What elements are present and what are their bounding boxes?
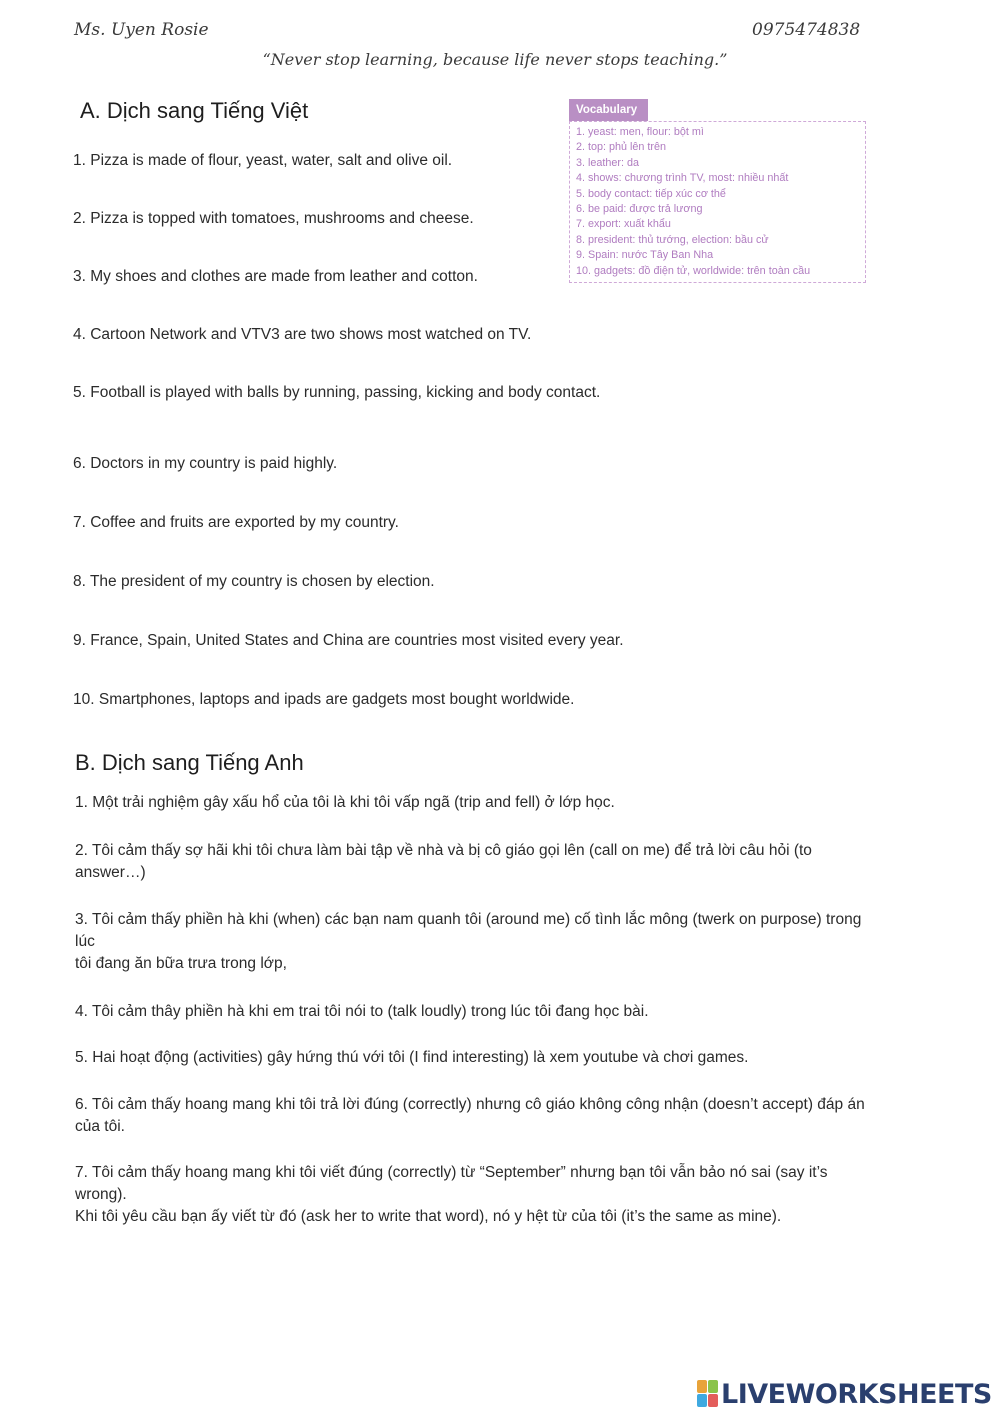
section-a-item: 2. Pizza is topped with tomatoes, mushrooms and cheese.: [73, 210, 474, 227]
vocabulary-item: 10. gadgets: đồ điện tử, worldwide: trên toàn cầu: [576, 264, 811, 277]
vocabulary-item: 6. be paid: được trả lương: [576, 203, 703, 216]
section-b-line: 3. Tôi cảm thấy phiền hà khi (when) các bạn nam quanh tôi (around me) cố tình lắc mông (twerk on purpose) trong: [75, 911, 862, 928]
section-b-line: answer…): [75, 864, 146, 881]
section-a-item: 3. My shoes and clothes are made from leather and cotton.: [73, 268, 478, 285]
section-a-title: A. Dịch sang Tiếng Việt: [80, 98, 309, 123]
section-a-item: 1. Pizza is made of flour, yeast, water, salt and olive oil.: [73, 152, 453, 169]
section-b-line: 1. Một trải nghiệm gây xấu hổ của tôi là khi tôi vấp ngã (trip and fell) ở lớp học.: [75, 794, 615, 811]
vocabulary-item: 5. body contact: tiếp xúc cơ thể: [576, 187, 726, 200]
section-b-line: 5. Hai hoạt động (activities) gây hứng thú với tôi (I find interesting) là xem youtube và chơi games.: [75, 1049, 749, 1066]
section-b-item: [75, 909, 925, 975]
section-b-line: 6. Tôi cảm thấy hoang mang khi tôi trả lời đúng (correctly) nhưng cô giáo không công nhận (doesn’t accept) đáp án: [75, 1096, 865, 1113]
section-b-line: 4. Tôi cảm thây phiền hà khi em trai tôi nói to (talk loudly) trong lúc tôi đang học bài.: [75, 1003, 649, 1020]
section-b-line: của tôi.: [75, 1118, 125, 1135]
section-b-line: Khi tôi yêu cầu bạn ấy viết từ đó (ask her to write that word), nó y hệt từ của tôi (it’s the same as mine).: [75, 1208, 782, 1225]
logo-square-3: [697, 1394, 707, 1407]
section-b-item: [75, 792, 925, 814]
section-b-item: [75, 840, 925, 884]
section-a-item: 6. Doctors in my country is paid highly.: [73, 455, 338, 472]
vocabulary-box: [569, 121, 866, 283]
liveworksheets-logo: [697, 1377, 992, 1411]
section-b-line: tôi đang ăn bữa trưa trong lớp,: [75, 955, 287, 972]
section-a-item: 10. Smartphones, laptops and ipads are gadgets most bought worldwide.: [73, 691, 575, 708]
section-b-item: [75, 1162, 925, 1228]
section-b-title: B. Dịch sang Tiếng Anh: [75, 750, 304, 775]
section-b-line: 7. Tôi cảm thấy hoang mang khi tôi viết đúng (correctly) từ “September” nhưng bạn tôi vẫn bảo nó sai (say it’s: [75, 1164, 828, 1181]
header-teacher-name: Ms. Uyen Rosie: [74, 20, 209, 40]
section-b-item: [75, 1094, 925, 1138]
vocabulary-item: 3. leather: da: [576, 156, 640, 169]
vocabulary-item: 4. shows: chương trình TV, most: nhiều nhất: [576, 172, 789, 185]
logo-square-2: [708, 1380, 718, 1393]
section-b-line: wrong).: [75, 1186, 127, 1203]
section-b-item: [75, 1001, 925, 1023]
section-a-item: 4. Cartoon Network and VTV3 are two shows most watched on TV.: [73, 326, 532, 343]
section-b-line: 2. Tôi cảm thấy sợ hãi khi tôi chưa làm bài tập về nhà và bị cô giáo gọi lên (call on me) để trả lời câu hỏi (to: [75, 842, 812, 859]
vocabulary-item: 7. export: xuất khẩu: [576, 218, 671, 231]
header-phone: 0975474838: [752, 20, 861, 40]
liveworksheets-logo-text: LIVEWORKSHEETS: [721, 1378, 992, 1410]
section-b-item: [75, 1047, 925, 1069]
vocabulary-item: 8. president: thủ tướng, election: bầu cử: [576, 233, 769, 246]
section-a-item: 7. Coffee and fruits are exported by my country.: [73, 514, 399, 531]
vocabulary-item: 1. yeast: men, flour: bột mì: [576, 126, 704, 138]
logo-square-4: [708, 1394, 718, 1407]
section-a-item: 8. The president of my country is chosen by election.: [73, 573, 435, 590]
section-a-item: 5. Football is played with balls by running, passing, kicking and body contact.: [73, 384, 601, 401]
header-quote: “Never stop learning, because life never stops teaching.”: [262, 50, 728, 69]
vocabulary-label: Vocabulary: [569, 99, 648, 121]
vocabulary-item: 9. Spain: nước Tây Ban Nha: [576, 249, 714, 262]
section-b-line: lúc: [75, 933, 95, 950]
liveworksheets-logo-icon: [697, 1380, 719, 1408]
logo-square-1: [697, 1380, 707, 1393]
vocabulary-item: 2. top: phủ lên trên: [576, 141, 667, 154]
section-a-item: 9. France, Spain, United States and China are countries most visited every year.: [73, 632, 624, 649]
